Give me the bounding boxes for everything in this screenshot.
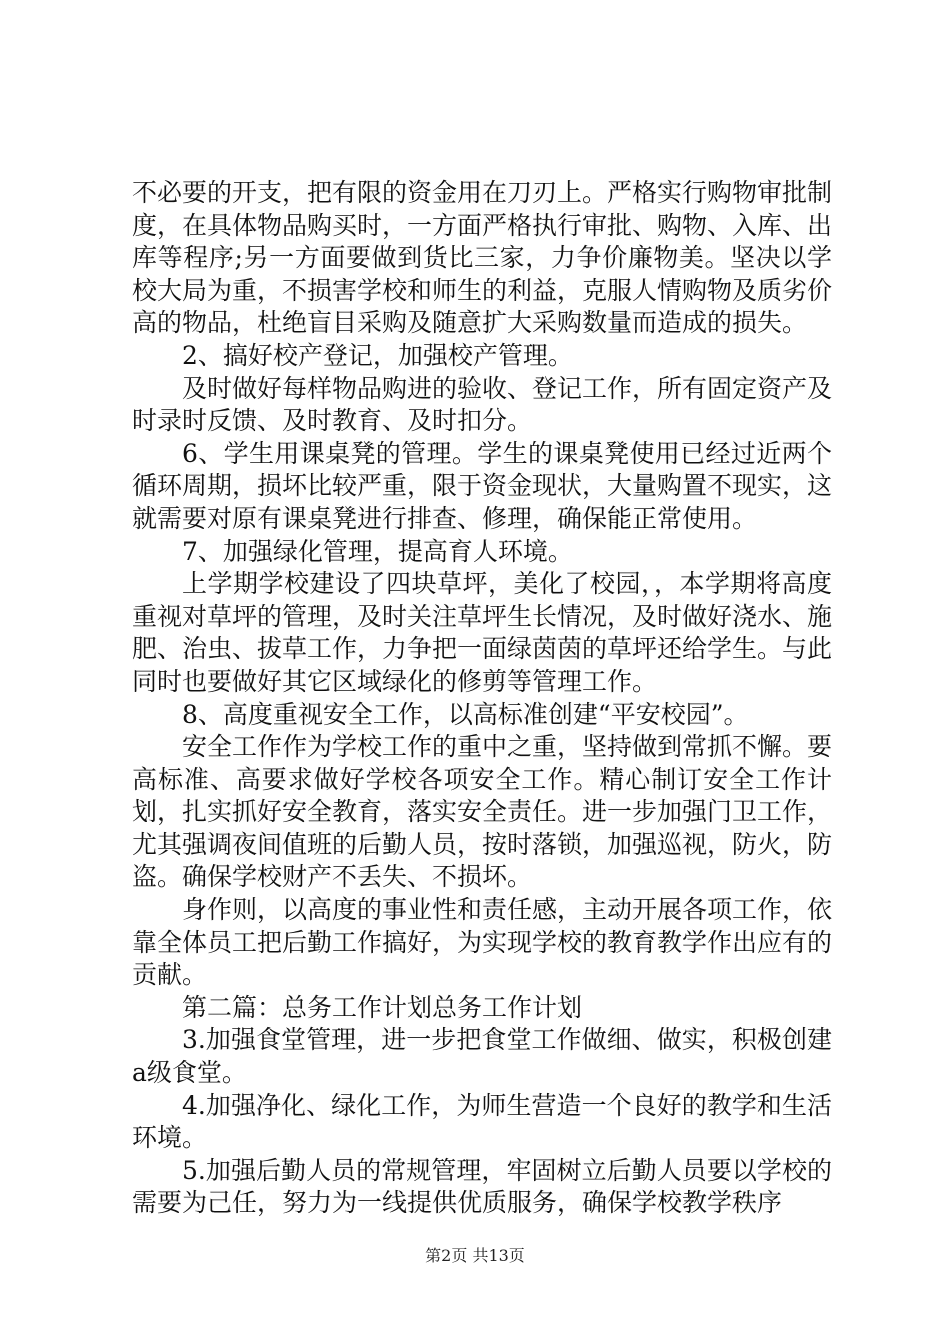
section-heading: 第二篇：总务工作计划总务工作计划 (182, 992, 583, 1022)
paragraph-9: 身作则，以高度的事业性和责任感，主动开展各项工作，依靠全体员工把后勤工作搞好，为实现学校的教育教学作出应有的贡献。 (132, 895, 833, 990)
paragraph-12: 4.加强净化、绿化工作，为师生营造一个良好的教学和生活环境。 (132, 1090, 832, 1153)
document-body (132, 177, 832, 1220)
paragraph-5: 7、加强绿化管理，提高育人环境。 (182, 536, 573, 566)
paragraph-11: 3.加强食堂管理，进一步把食堂工作做细、做实，积极创建a级食堂。 (132, 1025, 832, 1088)
page-number-footer: 第2页 共13页 (425, 1246, 525, 1265)
paragraph-7: 8、高度重视安全工作，以高标准创建“平安校园”。 (182, 699, 749, 729)
paragraph-8: 安全工作作为学校工作的重中之重，坚持做到常抓不懈。要高标准、高要求做好学校各项安全工作。精心制订安全工作计划，扎实抓好安全教育，落实安全责任。进一步加强门卫工作，尤其强调夜间值班的后勤人员，按时落锁，加强巡视，防火，防盗。确保学校财产不丢失、不损坏。 (132, 732, 833, 892)
paragraph-4: 6、学生用课桌凳的管理。学生的课桌凳使用已经过近两个循环周期，损坏比较严重，限于资金现状，大量购置不现实，这就需要对原有课桌凳进行排查、修理，确保能正常使用。 (132, 438, 833, 533)
paragraph-13: 5.加强后勤人员的常规管理，牢固树立后勤人员要以学校的需要为己任，努力为一线提供优质服务，确保学校教学秩序 (132, 1155, 832, 1218)
paragraph-6: 上学期学校建设了四块草坪，美化了校园，，本学期将高度重视对草坪的管理，及时关注草坪生长情况，及时做好浇水、施肥、治虫、拔草工作，力争把一面绿茵茵的草坪还给学生。与此同时也要做好其它区域绿化的修剪等管理工作。 (132, 569, 833, 696)
paragraph-3: 及时做好每样物品购进的验收、登记工作，所有固定资产及时录时反馈、及时教育、及时扣分。 (132, 373, 833, 436)
paragraph-2: 2、搞好校产登记，加强校产管理。 (182, 340, 573, 370)
paragraph-1: 不必要的开支，把有限的资金用在刀刃上。严格实行购物审批制度，在具体物品购买时，一方面严格执行审批、购物、入库、出库等程序;另一方面要做到货比三家，力争价廉物美。坚决以学校大局为重，不损害学校和师生的利益，克服人情购物及质劣价高的物品，杜绝盲目采购及随意扩大采购数量而造成的损失。 (132, 178, 833, 338)
